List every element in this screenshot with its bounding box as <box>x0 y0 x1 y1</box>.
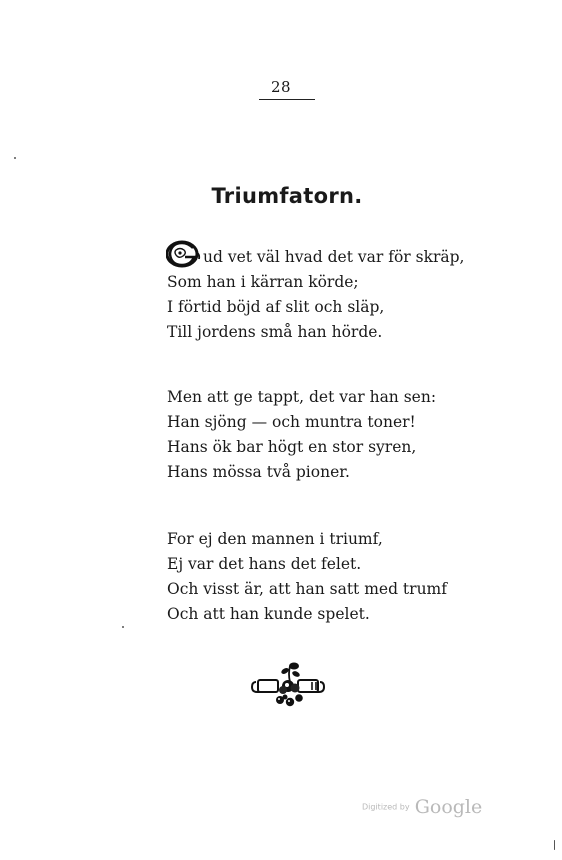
poem-title: Triumfatorn. <box>211 184 363 208</box>
stanza-line: Han sjöng — och muntra toner! <box>167 413 416 431</box>
stanza-3 <box>167 527 497 627</box>
digitized-watermark <box>362 796 482 818</box>
stanza-line: Ej var det hans det felet. <box>167 555 362 573</box>
stanza-2 <box>167 385 497 485</box>
stanza-line: Hans ök bar högt en stor syren, <box>167 438 417 456</box>
watermark-prefix: Digitized by <box>362 802 410 812</box>
stanza-1 <box>167 245 497 345</box>
stanza-line: Som han i kärran körde; <box>167 273 359 291</box>
ornamental-initial-icon <box>166 240 202 268</box>
stanza-line: Och visst är, att han satt med trumf <box>167 580 447 598</box>
dropcap-letter <box>202 240 203 241</box>
watermark-brand: Google <box>414 796 483 818</box>
stanza-line: I förtid böjd af slit och släp, <box>167 298 385 316</box>
stanza-line <box>167 245 497 270</box>
scan-mark <box>554 840 555 850</box>
stanza-line-text: ud vet väl hvad det var för skräp, <box>203 248 465 266</box>
stanza-line: Men att ge tappt, det var han sen: <box>167 388 437 406</box>
floral-ornament-icon <box>250 660 326 708</box>
stanza-line: Och att han kunde spelet. <box>167 605 370 623</box>
stanza-line: Hans mössa två pioner. <box>167 463 350 481</box>
stanza-line: For ej den mannen i triumf, <box>167 530 383 548</box>
page-number-rule <box>259 99 315 100</box>
scan-speck <box>14 157 16 159</box>
page-number: 28 <box>270 78 292 96</box>
scan-speck <box>122 626 124 628</box>
stanza-line: Till jordens små han hörde. <box>167 323 383 341</box>
